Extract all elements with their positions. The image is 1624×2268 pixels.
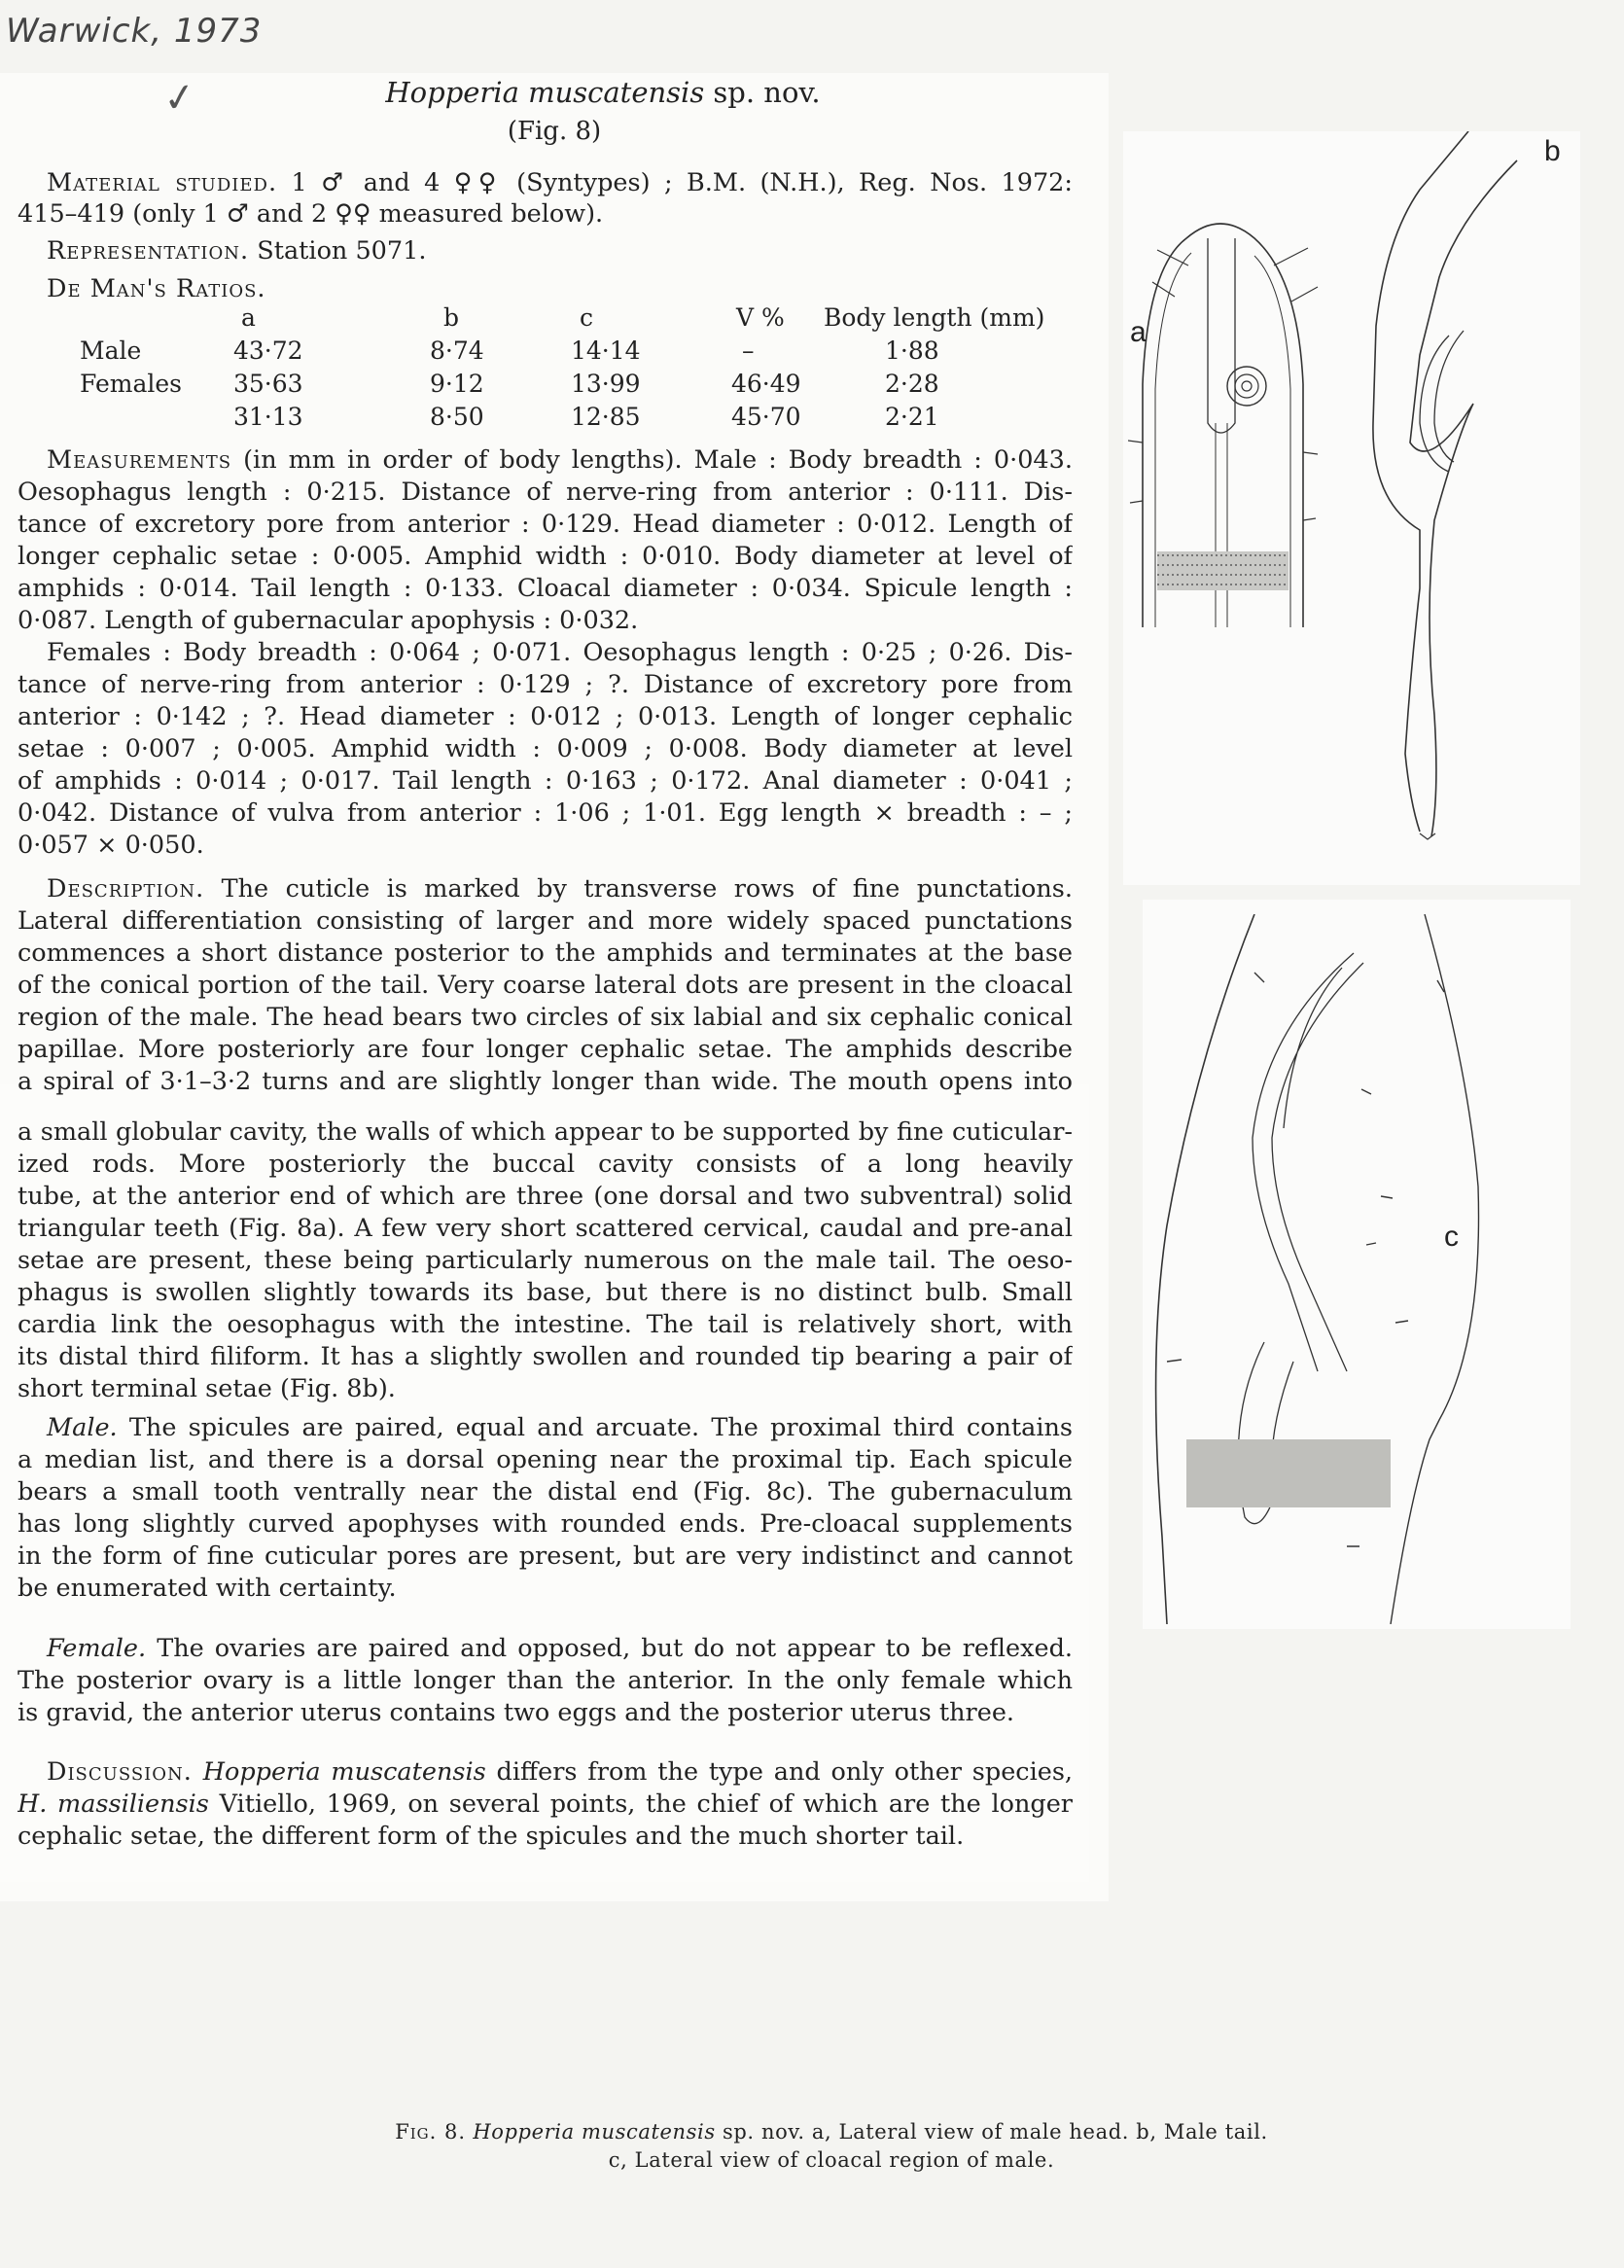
female-line: The posterior ovary is a little longer than the anterior. In the only female which xyxy=(18,1666,1073,1695)
description-line: region of the male. The head bears two circles of six labial and six cephalic conical xyxy=(18,1003,1073,1032)
discussion-species: Hopperia muscatensis xyxy=(202,1757,486,1787)
description-line-1 xyxy=(18,873,1073,905)
male-line: in the form of fine cuticular pores are present, but are very indistinct and cannot xyxy=(18,1542,1073,1571)
material-line-1 xyxy=(18,167,1073,199)
male-text: The spicules are paired, equal and arcuate. The proximal third contains xyxy=(128,1413,1073,1442)
description-line: a small globular cavity, the walls of which appear to be supported by fine cuticular- xyxy=(18,1117,1073,1147)
caption-text-1: sp. nov. a, Lateral view of male head. b, Male tail. xyxy=(723,2120,1268,2144)
female-label: Female. xyxy=(47,1634,147,1663)
male-line: be enumerated with certainty. xyxy=(18,1574,397,1603)
spicule-c xyxy=(1253,953,1363,1371)
panel-label-b: b xyxy=(1544,135,1561,167)
ratios-row-male xyxy=(29,337,1079,370)
ratio-a: 31·13 xyxy=(233,403,303,431)
ratio-a: 43·72 xyxy=(233,337,303,365)
ratios-row-female-2 xyxy=(29,403,1079,436)
ratio-header-length: Body length (mm) xyxy=(824,303,1045,332)
description-line: short terminal setae (Fig. 8b). xyxy=(18,1374,396,1403)
male-line-1 xyxy=(18,1412,1073,1444)
female-text: The ovaries are paired and opposed, but do not appear to be reflexed. xyxy=(157,1634,1073,1663)
ratio-row-name: Females xyxy=(80,370,183,398)
ratio-b: 8·50 xyxy=(430,403,484,431)
caption-species: Hopperia muscatensis xyxy=(473,2120,716,2144)
description-line: tube, at the anterior end of which are three (one dorsal and two subventral) solid xyxy=(18,1182,1073,1211)
measurements-text: (in mm in order of body lengths). Male : Body breadth : 0·043. xyxy=(243,445,1073,475)
ratio-row-name: Male xyxy=(80,337,142,365)
description-line: triangular teeth (Fig. 8a). A few very short scattered cervical, caudal and pre-anal xyxy=(18,1214,1073,1243)
discussion-line-3: cephalic setae, the different form of the spicules and the much shorter tail. xyxy=(18,1822,965,1851)
material-text-1: 1 ♂ and 4 ♀♀ (Syntypes) ; B.M. (N.H.), Reg. Nos. 1972: xyxy=(291,168,1073,197)
ratios-label: De Man's Ratios. xyxy=(47,274,266,303)
amphid-spiral xyxy=(1227,367,1266,406)
discussion-line-1 xyxy=(18,1756,1073,1789)
measurements-line-1 xyxy=(18,444,1073,477)
ratio-a: 35·63 xyxy=(233,370,303,398)
description-line: papillae. More posteriorly are four longer cephalic setae. The amphids describe xyxy=(18,1035,1073,1064)
description-line: cardia link the oesophagus with the intestine. The tail is relatively short, with xyxy=(18,1310,1073,1339)
panel-label-a: a xyxy=(1130,316,1147,348)
ratio-length: 2·28 xyxy=(885,370,939,398)
ratios-header-row xyxy=(29,303,1079,337)
ratio-v: 46·49 xyxy=(731,370,801,398)
discussion-label: Discussion. xyxy=(47,1757,193,1787)
females-line: 0·042. Distance of vulva from anterior : 1·06 ; 1·01. Egg length × breadth : – ; xyxy=(18,798,1073,828)
figure-reference: (Fig. 8) xyxy=(507,117,602,146)
lateral-dots xyxy=(1186,1439,1391,1507)
measurements-line: tance of excretory pore from anterior : 0·129. Head diameter : 0·012. Length of xyxy=(18,510,1073,539)
representation-label: Representation. xyxy=(47,236,250,266)
female-line: is gravid, the anterior uterus contains two eggs and the posterior uterus three. xyxy=(18,1698,1015,1727)
ratio-c: 13·99 xyxy=(571,370,641,398)
representation-value: Station 5071. xyxy=(257,236,427,266)
description-line: of the conical portion of the tail. Very coarse lateral dots are present in the cloacal xyxy=(18,971,1073,1000)
terminal-setae xyxy=(1420,833,1435,839)
caption-line-1 xyxy=(321,2118,1342,2146)
description-line: setae are present, these being particularly numerous on the male tail. The oeso- xyxy=(18,1246,1073,1275)
description-line: ized rods. More posteriorly the buccal cavity consists of a long heavily xyxy=(18,1150,1073,1179)
male-line: has long slightly curved apophyses with rounded ends. Pre-cloacal supplements xyxy=(18,1509,1073,1539)
measurements-line: 0·087. Length of gubernacular apophysis : 0·032. xyxy=(18,606,639,635)
description-line: a spiral of 3·1–3·2 turns and are slightly longer than wide. The mouth opens into xyxy=(18,1067,1073,1096)
ratio-c: 12·85 xyxy=(571,403,641,431)
measurements-line: longer cephalic setae : 0·005. Amphid width : 0·010. Body diameter at level of xyxy=(18,542,1073,571)
figure-8ab xyxy=(1128,131,1575,880)
females-line: Females : Body breadth : 0·064 ; 0·071. Oesophagus length : 0·25 ; 0·26. Dis- xyxy=(47,638,1073,667)
ratios-row-female-1 xyxy=(29,370,1079,403)
figure-8c xyxy=(1147,914,1566,1624)
handwritten-reference: Warwick, 1973 xyxy=(6,12,263,51)
females-line: anterior : 0·142 ; ?. Head diameter : 0·012 ; 0·013. Length of longer cephalic xyxy=(18,702,1073,731)
figure-caption xyxy=(321,2118,1342,2175)
tail-outline-dorsal xyxy=(1373,131,1468,832)
ratio-c: 14·14 xyxy=(571,337,641,365)
body-outline-dorsal xyxy=(1156,914,1254,1624)
body-outline-ventral xyxy=(1391,914,1479,1624)
ratio-v: – xyxy=(742,337,755,365)
discussion-text: differs from the type and only other species, xyxy=(496,1757,1073,1787)
cervical-seta xyxy=(1128,441,1318,520)
material-label: Material studied. xyxy=(47,168,278,197)
species-suffix: sp. nov. xyxy=(713,76,821,109)
description-line: Lateral differentiation consisting of larger and more widely spaced punctations xyxy=(18,906,1073,936)
species-name: Hopperia muscatensis xyxy=(385,76,705,109)
females-line: tance of nerve-ring from anterior : 0·129 ; ?. Distance of excretory pore from xyxy=(18,670,1073,699)
ratio-header-a: a xyxy=(241,303,256,332)
females-line: of amphids : 0·014 ; 0·017. Tail length : 0·163 ; 0·172. Anal diameter : 0·041 ; xyxy=(18,766,1073,796)
females-line: setae : 0·007 ; 0·005. Amphid width : 0·009 ; 0·008. Body diameter at level xyxy=(18,734,1073,763)
buccal-tube xyxy=(1208,238,1235,433)
oesophagus-lumen xyxy=(1216,423,1227,627)
representation-line xyxy=(47,235,1102,267)
female-line-1 xyxy=(18,1633,1073,1665)
measurements-label: Measurements xyxy=(47,445,232,475)
ratio-length: 2·21 xyxy=(885,403,939,431)
caption-label: Fig. 8. xyxy=(395,2120,467,2144)
panel-label-c: c xyxy=(1444,1221,1459,1253)
description-text: The cuticle is marked by transverse rows of fine punctations. xyxy=(221,874,1073,904)
male-label: Male. xyxy=(47,1413,118,1442)
measurements-line: amphids : 0·014. Tail length : 0·133. Cloacal diameter : 0·034. Spicule length : xyxy=(18,574,1073,603)
description-line: commences a short distance posterior to the amphids and terminates at the base xyxy=(18,939,1073,968)
tail-outline-ventral xyxy=(1410,160,1517,836)
ratio-length: 1·88 xyxy=(885,337,939,365)
ratio-header-b: b xyxy=(443,303,460,332)
male-line: a median list, and there is a dorsal opening near the proximal tip. Each spicule xyxy=(18,1445,1073,1474)
material-line-2: 415–419 (only 1 ♂ and 2 ♀♀ measured below). xyxy=(18,199,604,229)
check-mark: ✓ xyxy=(159,73,199,124)
description-label: Description. xyxy=(47,874,205,904)
discussion-line-2 xyxy=(18,1789,1073,1821)
amphid-spiral xyxy=(1242,381,1252,391)
description-line: its distal third filiform. It has a slightly swollen and rounded tip bearing a pair of xyxy=(18,1342,1073,1371)
male-line: bears a small tooth ventrally near the distal end (Fig. 8c). The gubernaculum xyxy=(18,1477,1073,1506)
caption-line-2: c, Lateral view of cloacal region of male. xyxy=(608,2148,1055,2172)
measurements-line: Oesophagus length : 0·215. Distance of nerve-ring from anterior : 0·111. Dis- xyxy=(18,478,1073,507)
ratio-header-v: V % xyxy=(736,303,785,332)
description-line: phagus is swollen slightly towards its base, but there is no distinct bulb. Small xyxy=(18,1278,1073,1307)
discussion-text-2: Vitiello, 1969, on several points, the chief of which are the longer xyxy=(219,1790,1073,1819)
ratio-header-c: c xyxy=(580,303,594,332)
species-title xyxy=(331,76,875,109)
ratio-b: 9·12 xyxy=(430,370,484,398)
females-line: 0·057 × 0·050. xyxy=(18,831,204,860)
ratio-b: 8·74 xyxy=(430,337,484,365)
amphid-spiral xyxy=(1235,374,1258,398)
discussion-species-2: H. massiliensis xyxy=(18,1790,209,1819)
ratio-v: 45·70 xyxy=(731,403,801,431)
